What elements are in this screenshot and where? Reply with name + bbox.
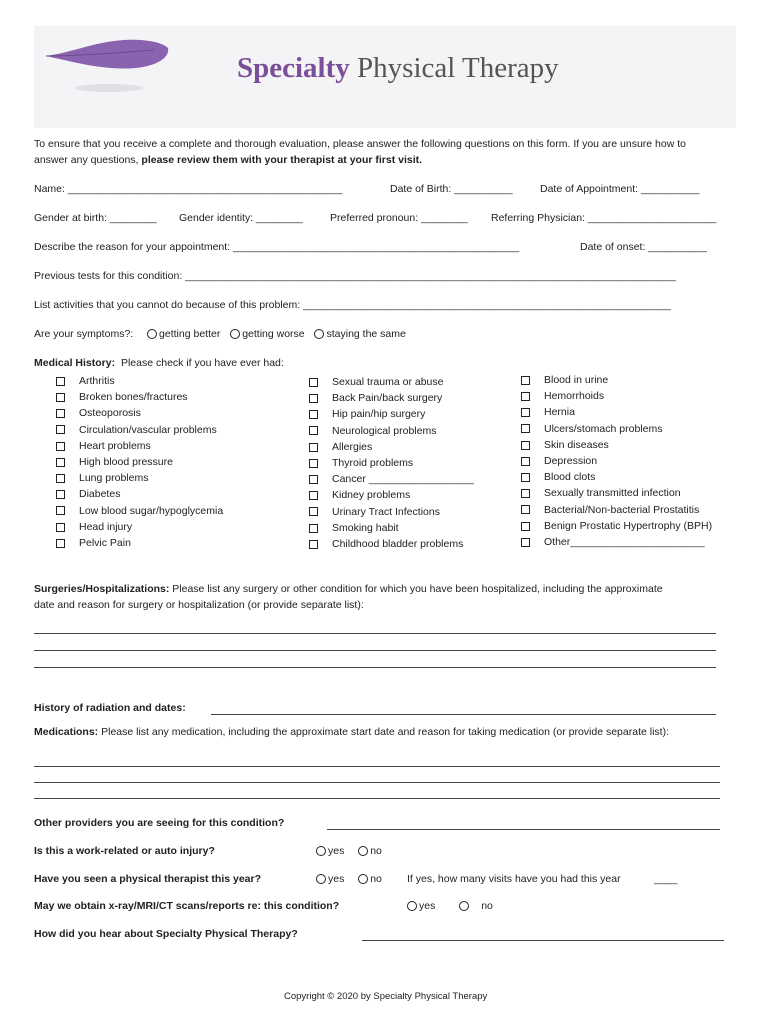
medical-history-item-label: Neurological problems — [332, 424, 437, 437]
medical-history-item-label: Broken bones/fractures — [79, 391, 188, 404]
medical-history-item[interactable] — [521, 423, 662, 435]
seen-pt-options — [316, 873, 382, 885]
medical-history-item-label: Ulcers/stomach problems — [544, 422, 663, 435]
visits-question: If yes, how many visits have you had this year — [407, 873, 621, 885]
checkbox[interactable] — [309, 540, 318, 549]
medical-history-item-label: Urinary Tract Infections — [332, 505, 440, 518]
radio-staying-same[interactable] — [314, 329, 324, 339]
checkbox[interactable] — [56, 523, 65, 532]
other-providers-label: Other providers you are seeing for this condition? — [34, 817, 285, 829]
checkbox[interactable] — [56, 474, 65, 483]
reason-field[interactable]: Describe the reason for your appointment: _________________________________________________ — [34, 241, 520, 253]
medical-history-item-label: Allergies — [332, 440, 373, 453]
medical-history-item[interactable] — [521, 504, 699, 516]
medical-history-item[interactable] — [56, 537, 131, 549]
medical-history-item[interactable] — [521, 520, 712, 532]
checkbox[interactable] — [521, 489, 530, 498]
radio-obtain-scans-yes[interactable] — [407, 901, 417, 911]
medical-history-item[interactable] — [309, 522, 399, 534]
option-label: yes — [328, 873, 345, 885]
medical-history-item[interactable] — [309, 457, 413, 469]
option-label: yes — [419, 900, 436, 912]
medical-history-heading: Medical History: Please check if you have ever had: — [34, 357, 284, 369]
surgeries-line-1: Surgeries/Hospitalizations: Please list any surgery or other condition for which you have been hospitalized, including the approximate — [34, 583, 663, 595]
option-label: yes — [328, 845, 345, 857]
medical-history-item-label: Blood clots — [544, 471, 596, 484]
medical-history-item-label: Kidney problems — [332, 489, 411, 502]
checkbox[interactable] — [56, 409, 65, 418]
medical-history-item-label: Childhood bladder problems — [332, 538, 464, 550]
medical-history-item-label: Benign Prostatic Hypertrophy (BPH) — [544, 519, 713, 532]
checkbox[interactable] — [521, 424, 530, 433]
medical-history-item[interactable] — [56, 407, 141, 419]
medical-history-item[interactable] — [309, 506, 440, 518]
footer-copyright: Copyright © 2020 by Specialty Physical Therapy — [284, 991, 488, 1002]
medical-history-item-label: Blood in urine — [544, 374, 609, 386]
checkbox[interactable] — [309, 459, 318, 468]
medical-history-item-label: Low blood sugar/hypoglycemia — [79, 504, 224, 517]
option-label: no — [370, 873, 382, 885]
checkbox[interactable] — [56, 458, 65, 467]
surgeries-answer-line-1[interactable] — [34, 633, 716, 634]
medical-history-item-label: Sexual trauma or abuse — [332, 376, 444, 388]
medical-history-item-label: Depression — [544, 455, 598, 467]
referring-physician-field[interactable]: Referring Physician: ______________________ — [491, 212, 717, 224]
medical-history-item-label: Hip pain/hip surgery — [332, 408, 426, 421]
medical-history-item-label: Circulation/vascular problems — [79, 423, 217, 436]
checkbox[interactable] — [521, 392, 530, 401]
option-label: no — [370, 845, 382, 857]
option-label: getting worse — [242, 328, 305, 340]
appointment-date-field[interactable]: Date of Appointment: __________ — [540, 183, 700, 195]
medical-history-item-label: Head injury — [79, 520, 133, 533]
dob-field[interactable]: Date of Birth: __________ — [390, 183, 513, 195]
radio-work-injury-no[interactable] — [358, 846, 368, 856]
medical-history-item-label: Osteoporosis — [79, 407, 141, 420]
radiation-label: History of radiation and dates: — [34, 702, 186, 714]
medical-history-item-label: Heart problems — [79, 439, 151, 452]
medical-history-item-label: Back Pain/back surgery — [332, 392, 443, 405]
checkbox[interactable] — [309, 475, 318, 484]
radiation-answer-line[interactable] — [211, 714, 716, 715]
radio-seen-pt-no[interactable] — [358, 874, 368, 884]
pronoun-field[interactable]: Preferred pronoun: ________ — [330, 212, 468, 224]
feather-logo-icon — [44, 32, 174, 98]
medical-history-item[interactable] — [521, 406, 575, 418]
intro-line-1: To ensure that you receive a complete and thorough evaluation, please answer the following questions on this form. If you are unsure how to — [34, 138, 686, 150]
medical-history-item-label: Sexually transmitted infection — [544, 487, 681, 500]
hear-about-label: How did you hear about Specialty Physical Therapy? — [34, 928, 298, 940]
work-injury-label: Is this a work-related or auto injury? — [34, 845, 215, 857]
work-injury-options — [316, 845, 382, 857]
checkbox[interactable] — [521, 505, 530, 514]
radio-obtain-scans-no[interactable] — [459, 901, 469, 911]
checkbox[interactable] — [56, 539, 65, 548]
medical-history-item-label: Bacterial/Non-bacterial Prostatitis — [544, 503, 700, 516]
option-label: getting better — [159, 328, 221, 340]
page-title: Specialty Physical Therapy — [237, 52, 559, 84]
symptoms-label: Are your symptoms?: — [34, 328, 134, 340]
gender-at-birth-field[interactable]: Gender at birth: ________ — [34, 212, 157, 224]
medical-history-item-label: High blood pressure — [79, 456, 173, 468]
checkbox[interactable] — [521, 408, 530, 417]
checkbox[interactable] — [521, 441, 530, 450]
checkbox[interactable] — [56, 442, 65, 451]
medical-history-item[interactable] — [56, 424, 217, 436]
checkbox[interactable] — [309, 524, 318, 533]
checkbox[interactable] — [56, 425, 65, 434]
medical-history-item[interactable] — [56, 375, 115, 387]
medical-history-item-label: Thyroid problems — [332, 457, 414, 469]
surgeries-answer-line-2[interactable] — [34, 650, 716, 651]
medical-history-item-label: Cancer __________________ — [332, 473, 474, 486]
checkbox[interactable] — [521, 538, 530, 547]
medical-history-item[interactable] — [56, 505, 223, 517]
medical-history-item-label: Smoking habit — [332, 521, 399, 534]
radio-getting-worse[interactable] — [230, 329, 240, 339]
checkbox[interactable] — [521, 376, 530, 385]
checkbox[interactable] — [56, 490, 65, 499]
radio-seen-pt-yes[interactable] — [316, 874, 326, 884]
checkbox[interactable] — [309, 410, 318, 419]
medical-history-item-label: Hernia — [544, 406, 575, 419]
medical-history-item[interactable] — [309, 489, 410, 501]
medical-history-item[interactable] — [309, 473, 474, 485]
medical-history-item[interactable] — [56, 440, 151, 452]
medical-history-item-label: Diabetes — [79, 488, 121, 501]
medical-history-item[interactable] — [309, 441, 372, 453]
checkbox[interactable] — [56, 377, 65, 386]
checkbox[interactable] — [309, 507, 318, 516]
medical-history-item-label: Arthritis — [79, 375, 115, 387]
checkbox[interactable] — [309, 443, 318, 452]
onset-date-field[interactable]: Date of onset: __________ — [580, 241, 707, 253]
medications-answer-line-2[interactable] — [34, 782, 720, 783]
medical-history-item[interactable] — [309, 392, 442, 404]
medical-history-item[interactable] — [521, 536, 705, 548]
medications-answer-line-3[interactable] — [34, 798, 720, 799]
checkbox[interactable] — [309, 491, 318, 500]
checkbox[interactable] — [56, 506, 65, 515]
intro-line-2: answer any questions, please review them with your therapist at your first visit. — [34, 154, 423, 166]
medical-history-item[interactable] — [309, 425, 436, 437]
radio-work-injury-yes[interactable] — [316, 846, 326, 856]
medical-history-item[interactable] — [521, 374, 608, 386]
checkbox[interactable] — [309, 426, 318, 435]
medical-history-item[interactable] — [521, 471, 595, 483]
medical-history-item-label: Lung problems — [79, 472, 149, 485]
checkbox[interactable] — [56, 393, 65, 402]
option-label: no — [481, 900, 493, 912]
medical-history-item[interactable] — [56, 472, 148, 484]
medical-history-item[interactable] — [521, 455, 597, 467]
medical-history-item[interactable] — [521, 487, 681, 499]
visits-answer-field[interactable]: ____ — [654, 873, 678, 885]
symptoms-question — [34, 328, 406, 340]
medical-history-item[interactable] — [56, 488, 120, 500]
hear-about-answer-line[interactable] — [362, 940, 724, 941]
checkbox[interactable] — [309, 378, 318, 387]
medical-history-item-label: Other_______________________ — [544, 536, 705, 548]
medical-history-item[interactable] — [309, 376, 443, 388]
medical-history-item[interactable] — [56, 456, 173, 468]
medications-answer-line-1[interactable] — [34, 766, 720, 767]
medical-history-item-label: Pelvic Pain — [79, 537, 131, 549]
obtain-scans-options — [407, 900, 493, 912]
obtain-scans-label: May we obtain x-ray/MRI/CT scans/reports re: this condition? — [34, 900, 340, 912]
checkbox[interactable] — [521, 457, 530, 466]
medical-history-item-label: Skin diseases — [544, 438, 609, 451]
name-field[interactable]: Name: _______________________________________________ — [34, 183, 343, 195]
medical-history-item-label: Hemorrhoids — [544, 390, 605, 403]
medical-history-item[interactable] — [309, 538, 463, 550]
checkbox[interactable] — [521, 473, 530, 482]
medical-history-item[interactable] — [309, 408, 425, 420]
medical-history-item[interactable] — [521, 439, 609, 451]
medical-history-item[interactable] — [56, 391, 188, 403]
checkbox[interactable] — [309, 394, 318, 403]
other-providers-answer-line[interactable] — [327, 829, 720, 830]
option-label: staying the same — [326, 328, 406, 340]
seen-pt-label: Have you seen a physical therapist this year? — [34, 873, 262, 885]
medical-history-item[interactable] — [56, 521, 132, 533]
medications-heading: Medications: Please list any medication, including the approximate start date and reason for taking medication (or provide separate list): — [34, 726, 669, 738]
gender-identity-field[interactable]: Gender identity: ________ — [179, 212, 303, 224]
surgeries-answer-line-3[interactable] — [34, 667, 716, 668]
medical-history-item[interactable] — [521, 390, 604, 402]
previous-tests-field[interactable]: Previous tests for this condition: ____________________________________________________________________________________ — [34, 270, 676, 282]
radio-getting-better[interactable] — [147, 329, 157, 339]
checkbox[interactable] — [521, 522, 530, 531]
surgeries-line-2: date and reason for surgery or hospitalization (or provide separate list): — [34, 599, 364, 611]
activities-field[interactable]: List activities that you cannot do because of this problem: _______________________________________________________________ — [34, 299, 671, 311]
